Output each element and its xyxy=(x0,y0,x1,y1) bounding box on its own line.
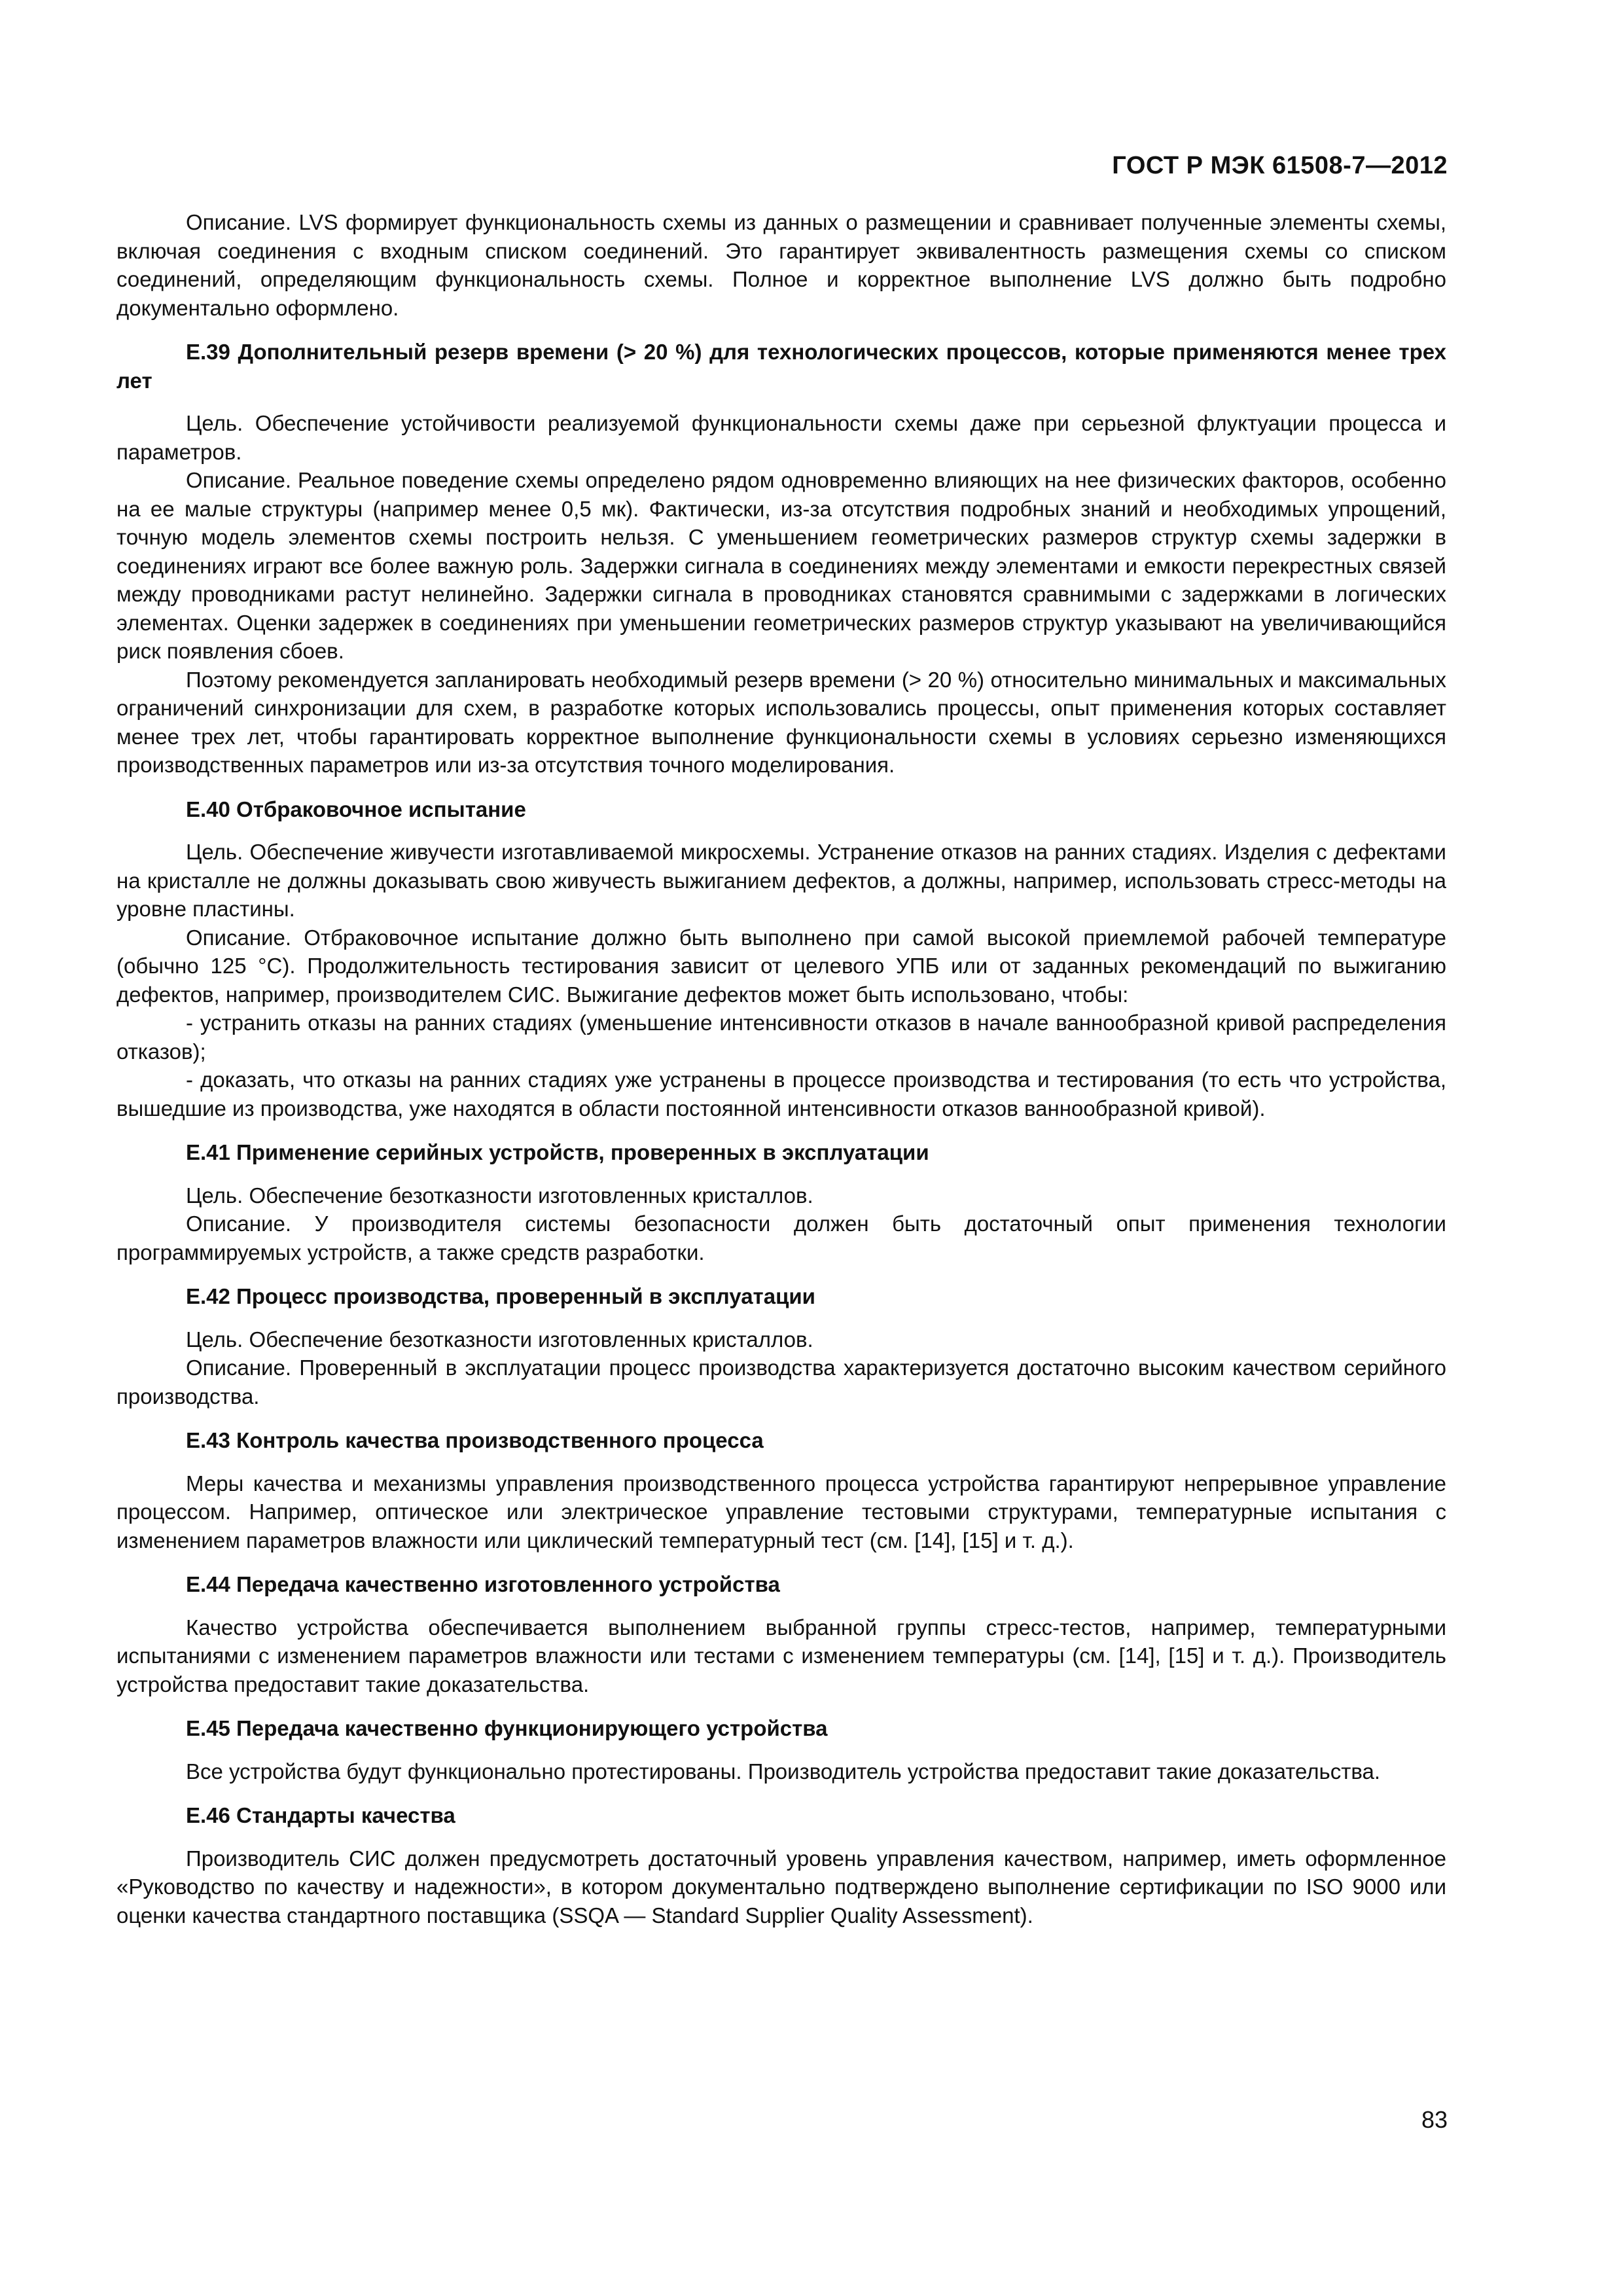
paragraph-e46-text: Производитель СИС должен предусмотреть достаточный уровень управления качеством, например, иметь оформленное «Руководство по качеству и надежности», в котором документально подтверждено выполнение сертификации по ISO 9000 или оценки качества стандартного поставщика (SSQA — Standard Supplier Quality Assessment). xyxy=(116,1846,1446,1928)
section-heading-e39: Е.39 Дополнительный резерв времени (> 20 %) для технологических процессов, которые применяются менее трех лет xyxy=(116,340,1446,393)
document-id: ГОСТ Р МЭК 61508-7—2012 xyxy=(1112,152,1448,179)
paragraph-e39-description: Описание. Реальное поведение схемы определено рядом одновременно влияющих на нее физических факторов, особенно на ее малые структуры (например менее 0,5 мк). Фактически, из-за отсутствия подробных знаний и необходимых упрощений, точную модель элементов схемы построить нельзя. С уменьшением геометрических размеров структур схемы задержки в соединениях играют все более важную роль. Задержки сигнала в соединениях между элементами и емкости перекрестных связей между проводниками растут нелинейно. Задержки сигнала в проводниках становятся сравнимыми с задержками в логических элементах. Оценки задержек в соединениях при уменьшении геометрических размеров структур указывают на увеличивающийся риск появления сбоев. xyxy=(116,468,1446,663)
paragraph-e45-text: Все устройства будут функционально протестированы. Производитель устройства предоставит такие доказательства. xyxy=(186,1759,1381,1784)
section-heading-e44: Е.44 Передача качественно изготовленного устройства xyxy=(186,1572,780,1596)
paragraph-intro-description: Описание. LVS формирует функциональность схемы из данных о размещении и сравнивает полученные элементы схемы, включая соединения с входным списком соединений. Это гарантирует эквивалентность размещения схемы со списком соединений, определяющим функциональность схемы. Полное и корректное выполнение LVS должно быть подробно документально оформлено. xyxy=(116,210,1446,320)
list-item-e40-2: - доказать, что отказы на ранних стадиях уже устранены в процессе производства и тестирования (то есть что устройства, вышедшие из производства, уже находятся в области постоянной интенсивности отказов ваннообразной кривой). xyxy=(116,1067,1446,1121)
section-heading-e45: Е.45 Передача качественно функционирующего устройства xyxy=(186,1716,828,1740)
paragraph-e40-description: Описание. Отбраковочное испытание должно быть выполнено при самой высокой приемлемой рабочей температуре (обычно 125 °С). Продолжительность тестирования зависит от целевого УПБ или от заданных рекомендаций по выжиганию дефектов, например, производителем СИС. Выжигание дефектов может быть использовано, чтобы: xyxy=(116,925,1446,1007)
section-heading-e41: Е.41 Применение серийных устройств, проверенных в эксплуатации xyxy=(186,1140,929,1164)
paragraph-e42-description: Описание. Проверенный в эксплуатации процесс производства характеризуется достаточно высоким качеством серийного производства. xyxy=(116,1355,1446,1408)
paragraph-e40-goal: Цель. Обеспечение живучести изготавливаемой микросхемы. Устранение отказов на ранних стадиях. Изделия с дефектами на кристалле не должны доказывать свою живучесть выжиганием дефектов, а должны, например, использовать стресс-методы на уровне пластины. xyxy=(116,840,1446,921)
paragraph-e39-recommendation: Поэтому рекомендуется запланировать необходимый резерв времени (> 20 %) относительно минимальных и максимальных ограничений синхронизации для схем, в разработке которых использовались процессы, опыт применения которых составляет менее трех лет, чтобы гарантировать корректное выполнение функциональности схемы в условиях серьезно изменяющихся производственных параметров или из-за отсутствия точного моделирования. xyxy=(116,667,1446,777)
page-number: 83 xyxy=(1421,2106,1448,2133)
paragraph-e44-text: Качество устройства обеспечивается выполнением выбранной группы стресс-тестов, например, температурными испытаниями с изменением параметров влажности или тестами с изменением температуры (см. [14], [15] и т. д.). Производитель устройства предоставит такие доказательства. xyxy=(116,1615,1446,1696)
list-item-e40-1: - устранить отказы на ранних стадиях (уменьшение интенсивности отказов в начале ваннообразной кривой распределения отказов); xyxy=(116,1011,1446,1064)
paragraph-e41-goal: Цель. Обеспечение безотказности изготовленных кристаллов. xyxy=(186,1183,813,1208)
paragraph-e39-goal: Цель. Обеспечение устойчивости реализуемой функциональности схемы даже при серьезной флуктуации процесса и параметров. xyxy=(116,411,1446,464)
paragraph-e43-text: Меры качества и механизмы управления производственного процесса устройства гарантируют непрерывное управление процессом. Например, оптическое или электрическое управление тестовыми структурами, температурные испытания с изменением параметров влажности или циклический температурный тест (см. [14], [15] и т. д.). xyxy=(116,1471,1446,1552)
section-heading-e43: Е.43 Контроль качества производственного процесса xyxy=(186,1428,764,1452)
paragraph-e42-goal: Цель. Обеспечение безотказности изготовленных кристаллов. xyxy=(186,1327,813,1352)
paragraph-e41-description: Описание. У производителя системы безопасности должен быть достаточный опыт применения технологии программируемых устройств, а также средств разработки. xyxy=(116,1211,1446,1265)
section-heading-e40: Е.40 Отбраковочное испытание xyxy=(186,797,526,821)
page-body xyxy=(116,208,1446,1929)
section-heading-e42: Е.42 Процесс производства, проверенный в эксплуатации xyxy=(186,1284,815,1308)
section-heading-e46: Е.46 Стандарты качества xyxy=(186,1803,455,1827)
